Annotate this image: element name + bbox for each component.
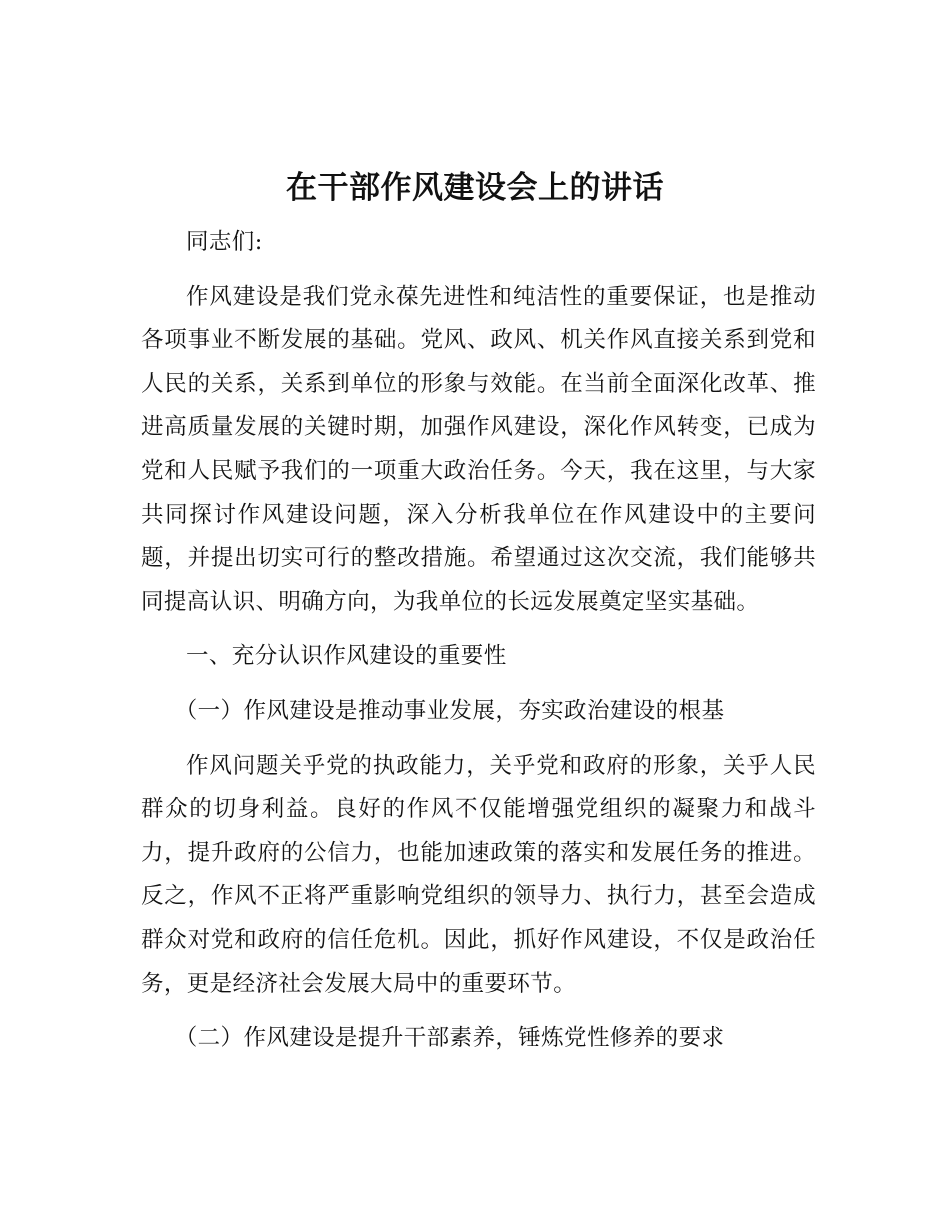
subsection-heading-1: （一）作风建设是推动事业发展，夯实政治建设的根基 [174, 697, 725, 724]
section-heading-1: 一、充分认识作风建设的重要性 [186, 643, 507, 670]
document-body [141, 221, 816, 1072]
intro-paragraph: 作风建设是我们党永葆先进性和纯洁性的重要保证，也是推动各项事业不断发展的基础。党风、政风、机关作风直接关系到党和人民的关系，关系到单位的形象与效能。在当前全面深化改革、推进高质量发展的关键时期，加强作风建设，深化作风转变，已成为党和人民赋予我们的一项重大政治任务。今天，我在这里，与大家共同探讨作风建设问题，深入分析我单位在作风建设中的主要问题，并提出切实可行的整改措施。希望通过这次交流，我们能够共同提高认识、明确方向，为我单位的长远发展奠定坚实基础。 [141, 283, 816, 615]
greeting: 同志们: [186, 229, 263, 255]
body-paragraph: 作风问题关乎党的执政能力，关乎党和政府的形象，关乎人民群众的切身利益。良好的作风不仅能增强党组织的凝聚力和战斗力，提升政府的公信力，也能加速政策的落实和发展任务的推进。反之，作风不正将严重影响党组织的领导力、执行力，甚至会造成群众对党和政府的信任危机。因此，抓好作风建设，不仅是政治任务，更是经济社会发展大局中的重要环节。 [141, 752, 816, 997]
document-title: 在干部作风建设会上的讲话 [286, 170, 664, 206]
subsection-heading-2: （二）作风建设是提升干部素养，锤炼党性修养的要求 [174, 1025, 725, 1052]
